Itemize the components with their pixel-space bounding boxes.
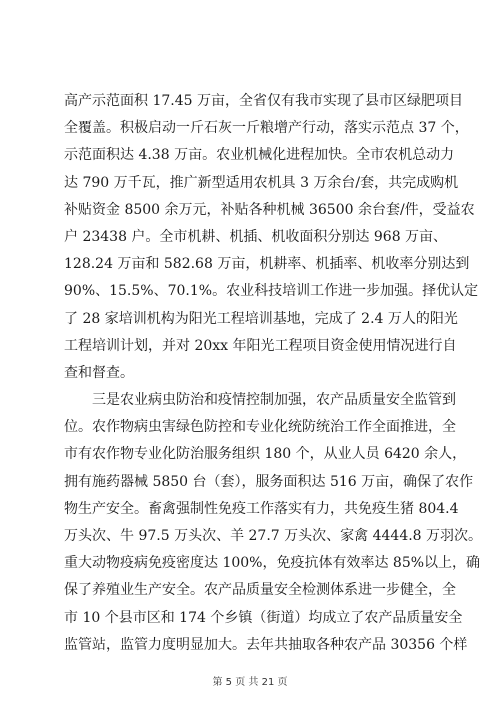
- text-line: 查和督查。: [64, 364, 134, 381]
- text-line: 万头次、牛 97.5 万头次、羊 27.7 万头次、家禽 4444.8 万羽次。: [64, 528, 483, 544]
- text-line: 市 10 个县市区和 174 个乡镇（街道）均成立了农产品质量安全: [64, 609, 463, 626]
- page-number-footer: 第 5 页 共 21 页: [212, 677, 288, 688]
- text-line: 高产示范面积 17.45 万亩，全省仅有我市实现了县市区绿肥项目: [64, 93, 463, 109]
- text-line: 达 790 万千瓦，推广新型适用农机具 3 万余台/套，共完成购机: [64, 174, 459, 191]
- text-line: 补贴资金 8500 余万元，补贴各种机械 36500 余台套/件，受益农: [64, 201, 475, 218]
- text-line: 工程培训计划，并对 20xx 年阳光工程项目资金使用情况进行自: [64, 337, 457, 354]
- text-line: 物生产安全。畜禽强制性免疫工作落实有力，共免疫生猪 804.4: [64, 500, 459, 517]
- text-line: 保了养殖业生产安全。农产品质量安全检测体系进一步健全，全: [64, 582, 456, 599]
- text-line: 户 23438 户。全市机耕、机插、机收面积分别达 968 万亩、: [64, 228, 448, 245]
- text-line: 市有农作物专业化防治服务组织 180 个，从业人员 6420 余人，: [64, 446, 467, 463]
- text-line: 128.24 万亩和 582.68 万亩，机耕率、机插率、机收率分别达到: [64, 256, 470, 273]
- text-line: 了 28 家培训机构为阳光工程培训基地，完成了 2.4 万人的阳光: [64, 310, 458, 327]
- text-line: 拥有施药器械 5850 台（套），服务面积达 516 万亩，确保了农作: [64, 473, 474, 490]
- text-line: 示范面积达 4.38 万亩。农业机械化进程加快。全市农机总动力: [64, 147, 455, 164]
- text-line: 重大动物疫病免疫密度达 100%，免疫抗体有效率达 85%以上，确: [64, 555, 481, 572]
- text-line: 90%、15.5%、70.1%。农业科技培训工作进一步加强。择优认定: [64, 283, 479, 300]
- text-line-paragraph-start: 三是农业病虫防治和疫情控制加强，农产品质量安全监管到: [92, 392, 456, 409]
- text-line: 全覆盖。积极启动一斤石灰一斤粮增产行动，落实示范点 37 个，: [64, 120, 469, 137]
- text-line: 监管站，监管力度明显加大。去年共抽取各种农产品 30356 个样: [64, 636, 468, 653]
- text-line: 位。农作物病虫害绿色防控和专业化统防统治工作全面推进，全: [64, 419, 456, 436]
- body-text: [64, 88, 483, 659]
